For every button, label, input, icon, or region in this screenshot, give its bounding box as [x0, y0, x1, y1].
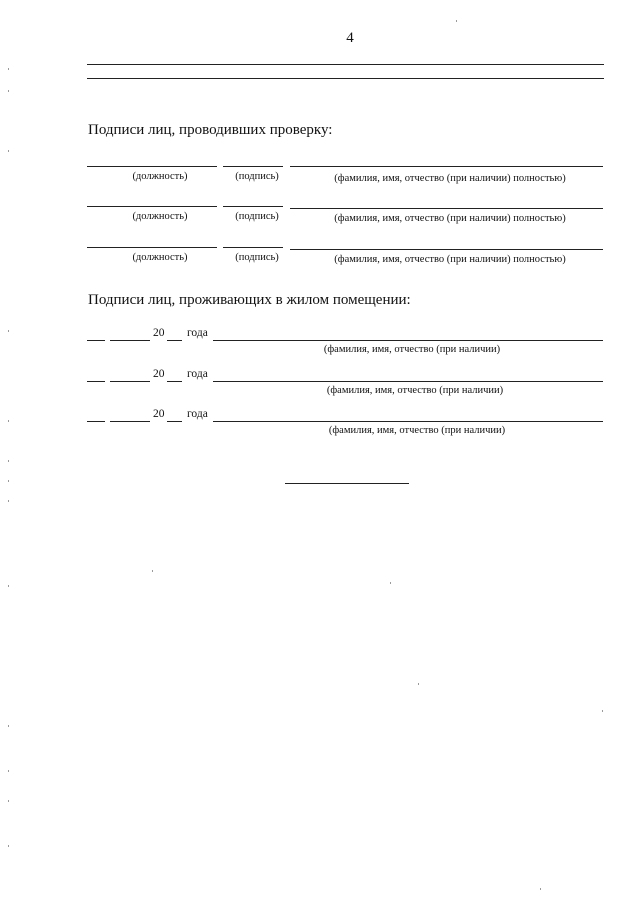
- position-caption: (должность): [132, 171, 188, 182]
- signature-line: [223, 206, 283, 207]
- month-line: [110, 340, 150, 341]
- name-line: [213, 340, 603, 341]
- scan-speck: [602, 710, 603, 712]
- year-prefix: 20: [153, 327, 165, 339]
- name-caption: (фамилия, имя, отчество (при наличии): [328, 425, 506, 436]
- year-word: года: [187, 408, 208, 420]
- year-prefix: 20: [153, 408, 165, 420]
- scan-speck: [8, 68, 9, 70]
- name-caption: (фамилия, имя, отчество (при наличии): [323, 344, 501, 355]
- signature-caption: (подпись): [235, 171, 279, 182]
- scan-speck: [8, 725, 9, 727]
- name-caption: (фамилия, имя, отчество (при наличии): [326, 385, 504, 396]
- signature-line: [223, 247, 283, 248]
- top-rule: [87, 64, 604, 65]
- signature-caption: (подпись): [235, 252, 279, 263]
- position-caption: (должность): [132, 211, 188, 222]
- day-line: [87, 381, 105, 382]
- scan-speck: [8, 770, 9, 772]
- scan-speck: [152, 570, 153, 572]
- scan-speck: [8, 420, 9, 422]
- scan-speck: [8, 500, 9, 502]
- position-line: [87, 166, 217, 167]
- name-line: [213, 381, 603, 382]
- signature-caption: (подпись): [235, 211, 279, 222]
- signature-line: [223, 166, 283, 167]
- name-line: [290, 166, 603, 167]
- scan-speck: [8, 90, 9, 92]
- scan-speck: [8, 585, 9, 587]
- scan-speck: [418, 683, 419, 685]
- scan-speck: [8, 800, 9, 802]
- scan-speck: [8, 330, 9, 332]
- position-caption: (должность): [132, 252, 188, 263]
- month-line: [110, 381, 150, 382]
- scan-speck: [456, 20, 457, 22]
- name-line: [290, 208, 603, 209]
- day-line: [87, 340, 105, 341]
- year-word: года: [187, 327, 208, 339]
- scan-speck: [8, 150, 9, 152]
- position-line: [87, 206, 217, 207]
- year-line: [167, 340, 182, 341]
- month-line: [110, 421, 150, 422]
- year-word: года: [187, 368, 208, 380]
- closing-rule: [285, 483, 409, 484]
- inspectors-heading: Подписи лиц, проводивших проверку:: [88, 122, 333, 138]
- scan-speck: [8, 480, 9, 482]
- year-line: [167, 381, 182, 382]
- name-caption: (фамилия, имя, отчество (при наличии) полностью): [334, 213, 566, 224]
- year-line: [167, 421, 182, 422]
- top-rule: [87, 78, 604, 79]
- position-line: [87, 247, 217, 248]
- name-line: [290, 249, 603, 250]
- name-line: [213, 421, 603, 422]
- name-caption: (фамилия, имя, отчество (при наличии) полностью): [334, 173, 566, 184]
- day-line: [87, 421, 105, 422]
- residents-heading: Подписи лиц, проживающих в жилом помещении:: [88, 292, 411, 308]
- scan-speck: [8, 460, 9, 462]
- name-caption: (фамилия, имя, отчество (при наличии) полностью): [334, 254, 566, 265]
- scan-speck: [540, 888, 541, 890]
- scan-speck: [390, 582, 391, 584]
- year-prefix: 20: [153, 368, 165, 380]
- scan-speck: [8, 845, 9, 847]
- page-number: 4: [346, 30, 354, 46]
